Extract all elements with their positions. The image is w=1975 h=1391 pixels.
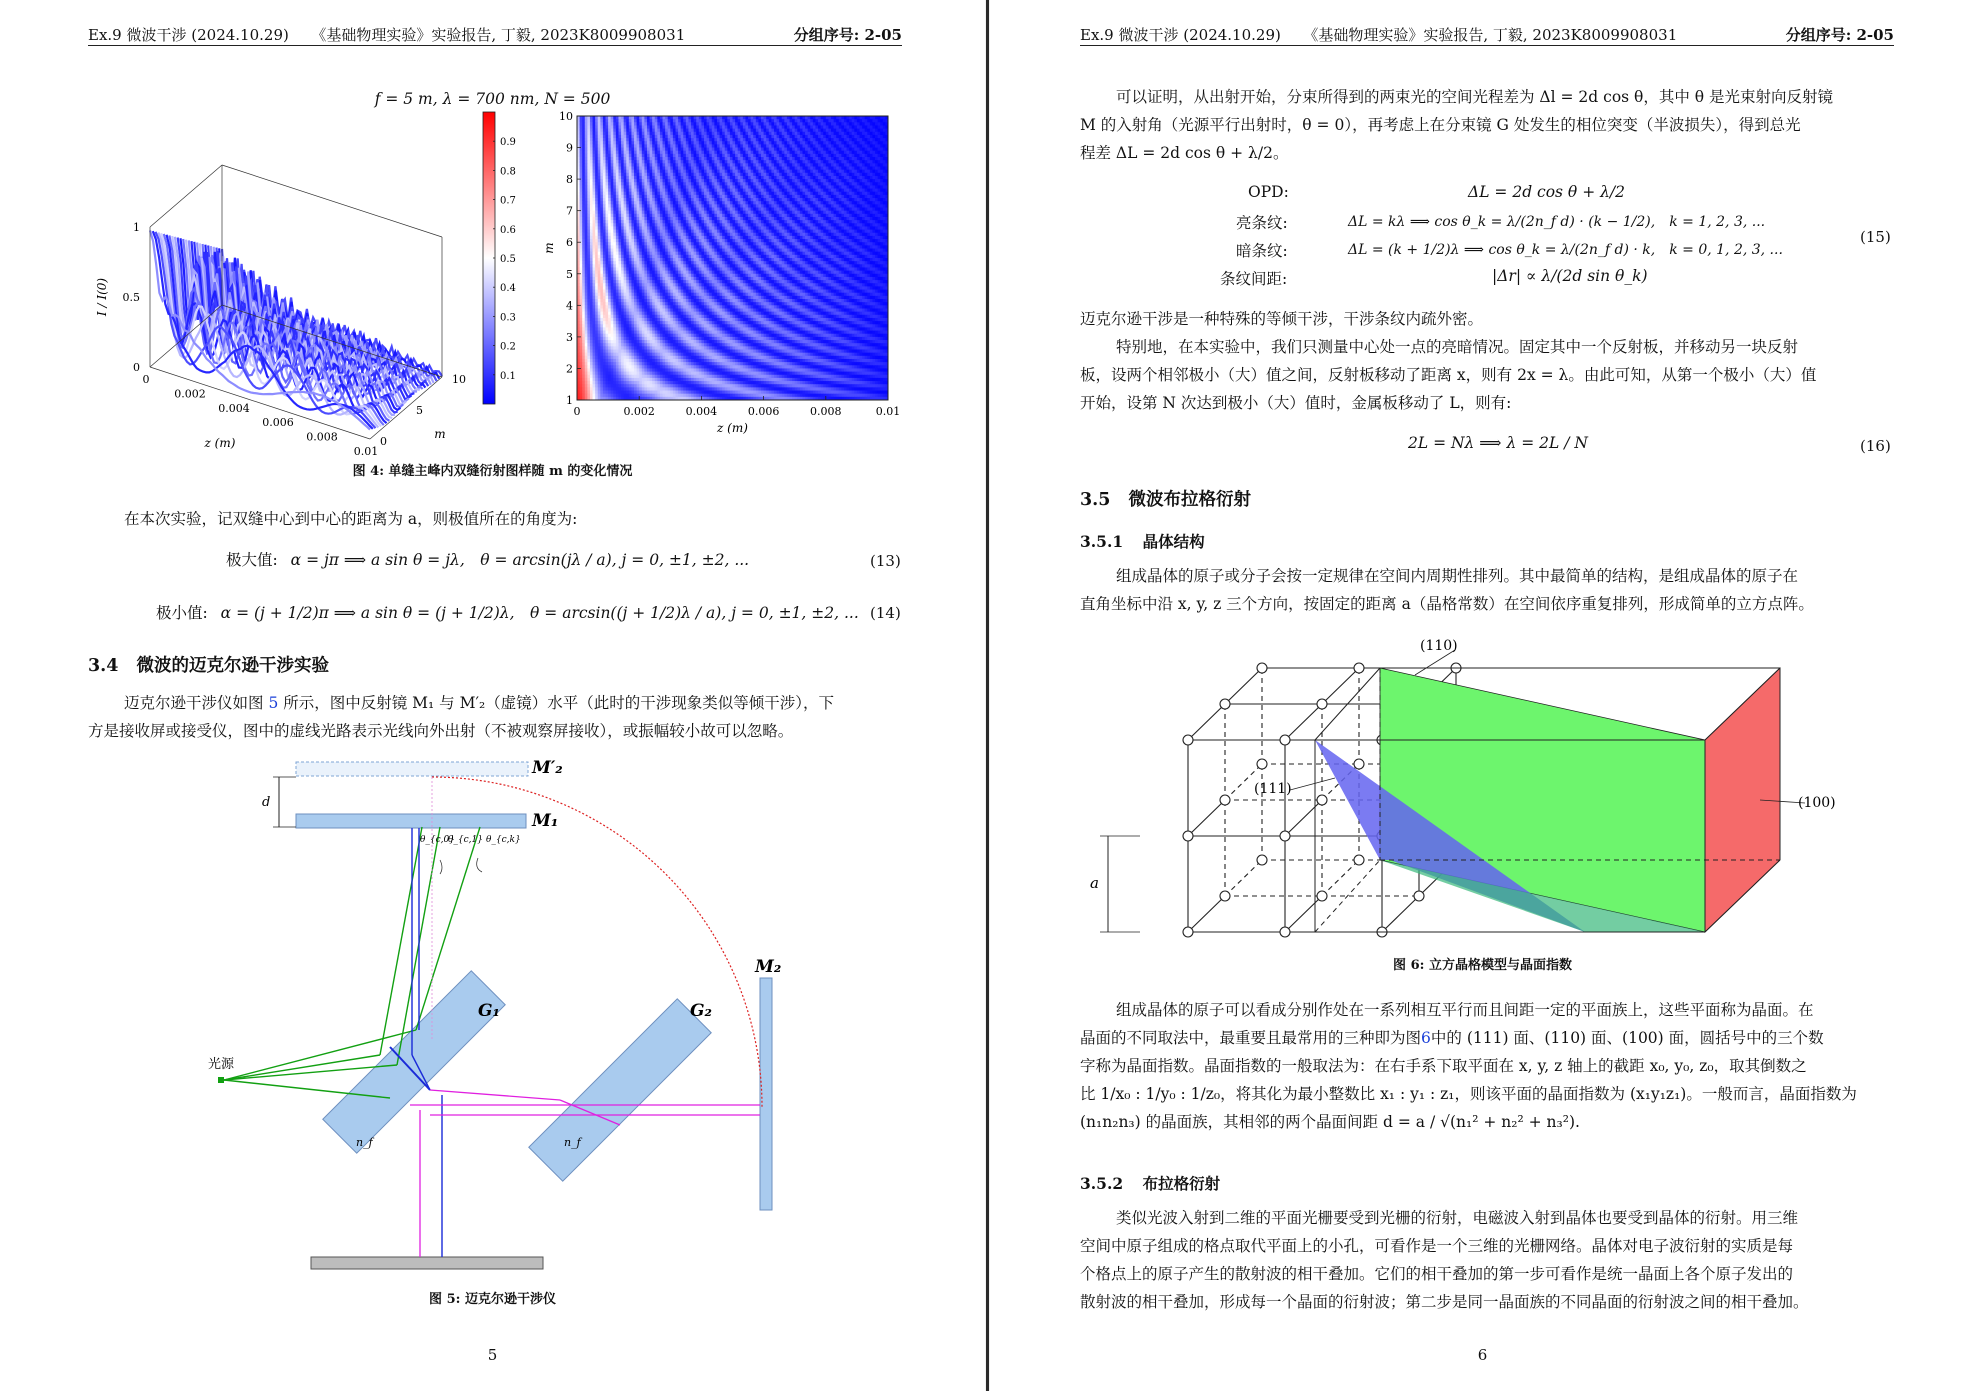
colorbar-tick-label: 0.6: [500, 224, 516, 236]
surface-ztick: 1: [133, 221, 140, 234]
page-divider: [986, 0, 989, 1391]
header-right: 分组序号: 2-05: [793, 26, 902, 44]
surface-xtick: 0.004: [218, 401, 250, 415]
surface-ytick: 10: [452, 373, 466, 386]
surface-xtick: 0.01: [353, 445, 379, 458]
surface-xtick: 0.006: [262, 416, 294, 430]
fig4-title: f = 5 m, λ = 700 nm, N = 500: [374, 90, 611, 108]
surface-ytick: 0: [380, 435, 387, 448]
surface-ztick: 0: [133, 361, 140, 374]
header-left: Ex.9 微波干涉 (2024.10.29) 《基础物理实验》实验报告, 丁毅, 2023K8009908031: [88, 26, 686, 44]
surface-zlabel: I / I(0): [95, 277, 109, 317]
colorbar-tick-label: 0.3: [500, 312, 516, 324]
colorbar-tick-label: 0.7: [500, 195, 516, 207]
colorbar-tick-label: 0.1: [500, 370, 516, 382]
surface-ytick: 5: [416, 404, 423, 417]
surface-xtick: 0.002: [174, 387, 206, 401]
colorbar-tick-label: 0.9: [500, 137, 516, 149]
surface-xlabel: z (m): [204, 436, 236, 450]
colorbar-tick-label: 0.2: [500, 341, 516, 353]
colorbar-tick-label: 0.8: [500, 166, 516, 178]
surface-ztick: 0.5: [122, 291, 140, 304]
page-5: [0, 0, 985, 1391]
surface-xtick: 0: [142, 373, 150, 386]
colorbar-tick-label: 0.4: [500, 283, 516, 295]
surface-xtick: 0.008: [306, 430, 338, 444]
colorbar-tick-label: 0.5: [500, 254, 516, 265]
surface-ylabel: m: [434, 427, 446, 441]
